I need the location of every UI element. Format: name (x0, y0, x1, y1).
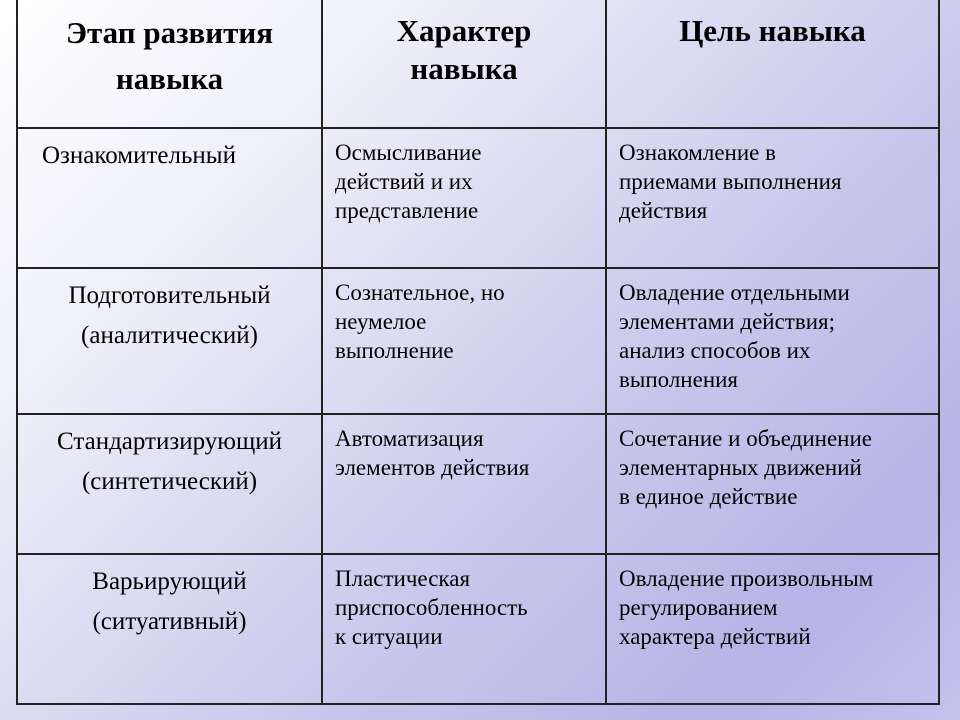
goal-line: Сочетание и объединение (619, 426, 872, 451)
stage-line: Варьирующий (92, 568, 247, 595)
header-goal (606, 0, 938, 128)
stage-line: Ознакомительный (42, 142, 236, 169)
character-line: элементов действия (335, 455, 530, 480)
character-line: Сознательное, но (335, 280, 505, 305)
character-line: к ситуации (335, 624, 443, 649)
stage-line: Подготовительный (68, 282, 271, 309)
goal-line: приемами выполнения (619, 169, 842, 194)
character-cell (322, 268, 606, 414)
goal-line: Ознакомление в (619, 140, 776, 165)
stage-line: (ситуативный) (92, 608, 247, 635)
goal-cell (606, 414, 938, 554)
stage-line: (синтетический) (81, 468, 258, 495)
header-stage (18, 0, 322, 128)
character-line: действий и их (335, 169, 473, 194)
goal-line: регулированием (619, 595, 778, 620)
goal-line: характера действий (619, 624, 811, 649)
character-cell (322, 128, 606, 268)
character-line: неумелое (335, 309, 427, 334)
stage-cell (18, 414, 322, 554)
slide (16, 0, 940, 705)
table-row (18, 128, 938, 268)
character-line: Осмысливание (335, 140, 482, 165)
goal-line: выполнения (619, 367, 739, 392)
goal-line: анализ способов их (619, 338, 811, 363)
goal-line: Овладение произвольным (619, 566, 874, 591)
header-goal-line-1: Цель навыка (679, 13, 866, 48)
goal-line: элементами действия; (619, 309, 835, 334)
character-line: Автоматизация (335, 426, 484, 451)
header-character-line-1: Характер (396, 13, 532, 48)
stage-line: Стандартизирующий (57, 428, 282, 455)
character-line: выполнение (335, 338, 454, 363)
goal-line: элементарных движений (619, 455, 862, 480)
table-row (18, 554, 938, 703)
stage-cell (18, 268, 322, 414)
goal-cell (606, 128, 938, 268)
goal-line: Овладение отдельными (619, 280, 850, 305)
table-row (18, 414, 938, 554)
skill-development-table (18, 0, 938, 703)
stage-cell (18, 554, 322, 703)
character-line: представление (335, 198, 479, 223)
character-line: приспособленность (335, 595, 528, 620)
table-header-row (18, 0, 938, 128)
stage-cell (18, 128, 322, 268)
goal-cell (606, 554, 938, 703)
goal-line: действия (619, 198, 708, 223)
stage-line: (аналитический) (81, 322, 258, 349)
header-character-line-2: навыка (410, 51, 518, 86)
header-stage-line-2: навыка (115, 61, 224, 96)
header-stage-line-1: Этап развития (66, 15, 273, 50)
character-cell (322, 414, 606, 554)
character-cell (322, 554, 606, 703)
goal-line: в единое действие (619, 484, 798, 509)
header-character (322, 0, 606, 128)
table-row (18, 268, 938, 414)
goal-cell (606, 268, 938, 414)
character-line: Пластическая (335, 566, 471, 591)
